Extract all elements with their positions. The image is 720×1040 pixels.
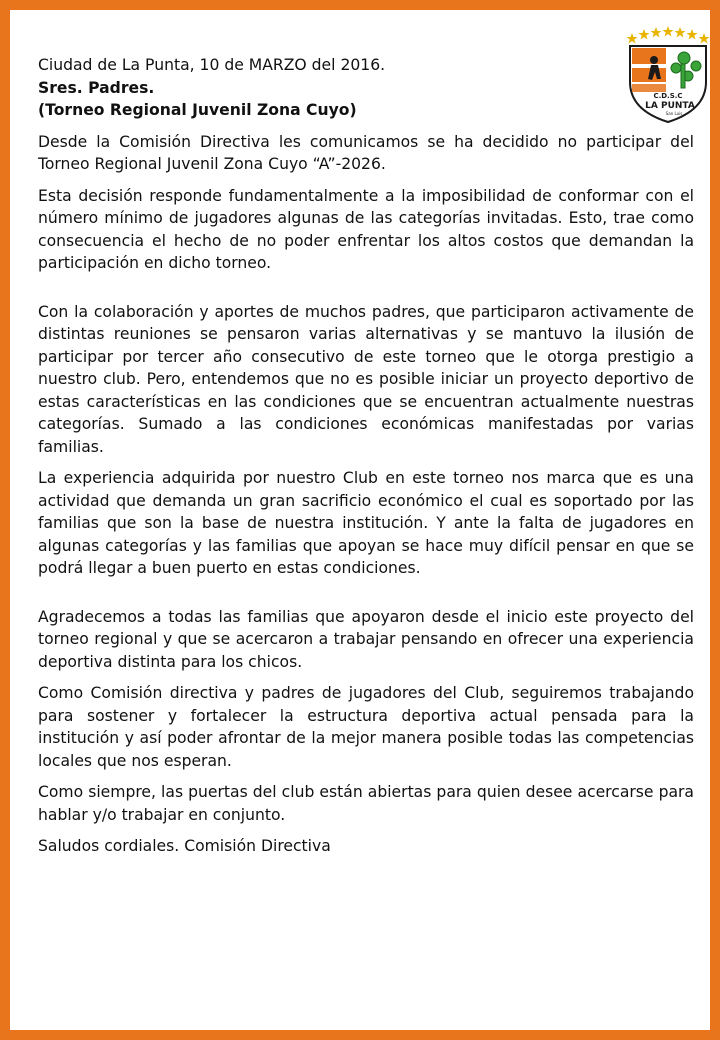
paragraph: Con la colaboración y aportes de muchos padres, que participaron activamente de distintas reuniones se pensaron varias alternativas y se mantuvo la ilusión de participar por tercer año consecutivo de este torneo que le otorga prestigio a nuestro club. Pero, entendemos que no es posible iniciar un proyecto deportivo de estas características en las condiciones que se encuentran actualmente nuestras categorías. Sumado a las condiciones económicas manifestadas por varias familias. bbox=[38, 302, 694, 456]
closing-signature: Saludos cordiales. Comisión Directiva bbox=[38, 837, 331, 855]
svg-text:San Luis: San Luis bbox=[665, 111, 683, 116]
paragraph: Como Comisión directiva y padres de jugadores del Club, seguiremos trabajando para sostener y fortalecer la estructura deportiva actual pensada para la institución y así poder afrontar de la mejor manera posible todas las competencias locales que nos esperan. bbox=[38, 684, 694, 770]
svg-text:C.D.S.C: C.D.S.C bbox=[653, 92, 683, 100]
subject: (Torneo Regional Juvenil Zona Cuyo) bbox=[38, 101, 357, 119]
place-date: Ciudad de La Punta, 10 de MARZO del 2016. bbox=[38, 56, 386, 74]
recipient: Sres. Padres. bbox=[38, 78, 155, 97]
letter-body bbox=[38, 54, 694, 858]
paragraph: Desde la Comisión Directiva les comunicamos se ha decidido no participar del Torneo Regional Juvenil Zona Cuyo “A”-2026. bbox=[38, 132, 694, 173]
paragraph: Como siempre, las puertas del club están abiertas para quien desee acercarse para hablar y/o trabajar en conjunto. bbox=[38, 783, 694, 824]
paragraph: La experiencia adquirida por nuestro Club en este torneo nos marca que es una actividad que demanda un gran sacrificio económico el cual es soportado por las familias que son la base de nuestra institución. Y ante la falta de jugadores en algunas categorías y las familias que apoyan se hace muy difícil pensar en que se podrá llegar a buen puerto en estas condiciones. bbox=[38, 469, 694, 577]
stars-icon bbox=[627, 26, 710, 44]
paragraph: Esta decisión responde fundamentalmente a la imposibilidad de conformar con el número mínimo de jugadores algunas de las categorías invitadas. Esto, trae como consecuencia el hecho de no poder enfrentar los altos costos que demandan la participación en dicho torneo. bbox=[38, 186, 694, 272]
paragraph: Agradecemos a todas las familias que apoyaron desde el inicio este proyecto del torneo regional y que se acercaron a trabajar pensando en ofrecer una experiencia deportiva distinta para los chicos. bbox=[38, 607, 694, 671]
svg-text:LA PUNTA: LA PUNTA bbox=[645, 101, 695, 111]
